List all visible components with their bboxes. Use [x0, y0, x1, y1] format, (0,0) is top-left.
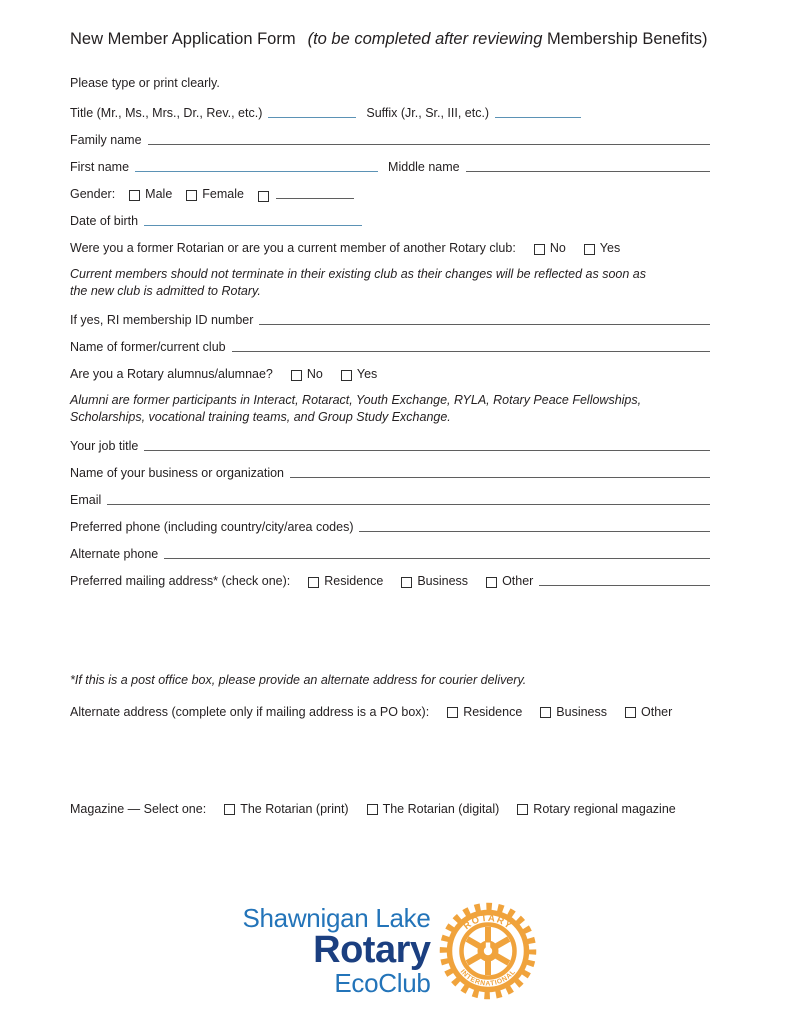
- email-line[interactable]: [107, 501, 710, 505]
- ri-id-line[interactable]: [259, 321, 710, 325]
- checkbox-rotarian-digital[interactable]: [367, 804, 378, 815]
- alt-business-label: Business: [556, 704, 608, 719]
- alternate-phone-label: Alternate phone: [70, 547, 159, 561]
- checkbox-rotary-regional[interactable]: [517, 804, 528, 815]
- magazine-regional-label: Rotary regional magazine: [533, 801, 676, 816]
- suffix-field-line[interactable]: [495, 114, 581, 118]
- alumnus-label: Are you a Rotary alumnus/alumnae?: [70, 367, 273, 381]
- first-name-label: First name: [70, 160, 130, 174]
- gender-male-label: Male: [145, 187, 173, 201]
- former-no-label: No: [549, 241, 566, 255]
- first-name-line[interactable]: [135, 168, 378, 172]
- checkbox-alumnus-no[interactable]: [291, 370, 302, 381]
- gender-label: Gender:: [70, 187, 116, 201]
- middle-name-label: Middle name: [388, 160, 460, 174]
- checkbox-former-yes[interactable]: [584, 244, 595, 255]
- gender-female-label: Female: [202, 187, 244, 201]
- job-title-row: [70, 437, 710, 454]
- mailing-residence-label: Residence: [324, 574, 384, 588]
- family-name-line[interactable]: [148, 141, 710, 145]
- mailing-other-label: Other: [502, 574, 534, 588]
- former-club-line[interactable]: [232, 348, 710, 352]
- magazine-row: [70, 800, 710, 817]
- former-rotarian-label: Were you a former Rotarian or are you a current member of another Rotary club:: [70, 241, 516, 255]
- checkbox-mailing-other[interactable]: [486, 577, 497, 588]
- page-title-main: New Member Application Form: [70, 30, 296, 48]
- magazine-label: Magazine — Select one:: [70, 801, 207, 816]
- logo-club-location: Shawnigan Lake: [242, 902, 431, 933]
- gender-row: [70, 185, 710, 202]
- checkbox-former-no[interactable]: [534, 244, 545, 255]
- mailing-business-label: Business: [417, 574, 469, 588]
- page-title-note-regular: Membership Benefits): [542, 30, 708, 48]
- checkbox-mailing-residence[interactable]: [308, 577, 319, 588]
- title-field-line[interactable]: [268, 114, 356, 118]
- alternate-address-write-space: [70, 730, 710, 800]
- ri-id-row: [70, 311, 710, 328]
- logo-club-type: EcoClub: [334, 967, 431, 998]
- current-members-note: Current members should not terminate in their existing club as their changes will be reflected as soon as the new club is admitted to Rotary.: [70, 267, 646, 298]
- dob-label: Date of birth: [70, 214, 139, 228]
- former-club-label: Name of former/current club: [70, 340, 226, 354]
- email-label: Email: [70, 493, 102, 507]
- checkbox-mailing-business[interactable]: [401, 577, 412, 588]
- alumnus-yes-label: Yes: [356, 367, 378, 381]
- mailing-address-label: Preferred mailing address* (check one):: [70, 574, 291, 588]
- email-row: [70, 491, 710, 508]
- former-yes-label: Yes: [599, 241, 621, 255]
- magazine-print-label: The Rotarian (print): [240, 801, 349, 816]
- mailing-address-write-space: [70, 599, 710, 670]
- family-name-row: [70, 131, 710, 148]
- title-suffix-row: [70, 104, 710, 121]
- checkbox-rotarian-print[interactable]: [224, 804, 235, 815]
- wheel-text-top: ROTARY: [461, 912, 514, 932]
- magazine-digital-label: The Rotarian (digital): [382, 801, 500, 816]
- alumnus-row: [70, 365, 710, 382]
- po-box-note: *If this is a post office box, please provide an alternate address for courier delivery.: [70, 673, 527, 687]
- family-name-label: Family name: [70, 133, 142, 147]
- business-row: [70, 464, 710, 481]
- preferred-phone-row: [70, 518, 710, 535]
- alternate-phone-row: [70, 545, 710, 562]
- alt-other-label: Other: [641, 704, 673, 719]
- alternate-phone-line[interactable]: [164, 555, 710, 559]
- alumni-note: Alumni are former participants in Interact, Rotaract, Youth Exchange, RYLA, Rotary Peace Fellowships, Scholarships, vocational training teams, and Group Study Exchange.: [70, 393, 642, 424]
- alternate-address-row: [70, 703, 710, 720]
- mailing-address-row: [70, 572, 710, 589]
- ri-id-label: If yes, RI membership ID number: [70, 313, 254, 327]
- rotary-wheel-icon: [438, 901, 538, 1001]
- instruction-text: Please type or print clearly.: [70, 76, 220, 90]
- title-field-label: Title (Mr., Ms., Mrs., Dr., Rev., etc.): [70, 106, 263, 120]
- former-rotarian-row: [70, 239, 710, 256]
- logo-text: [242, 904, 430, 998]
- page-title-note-italic: (to be completed after reviewing: [307, 30, 543, 48]
- checkbox-alumnus-yes[interactable]: [341, 370, 352, 381]
- dob-row: [70, 212, 710, 229]
- middle-name-line[interactable]: [466, 168, 710, 172]
- alternate-address-label: Alternate address (complete only if mailing address is a PO box):: [70, 704, 430, 719]
- mailing-other-line[interactable]: [539, 582, 710, 586]
- business-line[interactable]: [290, 474, 710, 478]
- page-title: [70, 30, 710, 49]
- dob-line[interactable]: [144, 222, 362, 226]
- logo-rotary-wordmark: Rotary: [313, 928, 431, 971]
- preferred-phone-line[interactable]: [359, 528, 710, 532]
- first-middle-name-row: [70, 158, 710, 175]
- gender-other-line[interactable]: [276, 195, 354, 199]
- business-label: Name of your business or organization: [70, 466, 285, 480]
- suffix-field-label: Suffix (Jr., Sr., III, etc.): [366, 106, 490, 120]
- former-club-row: [70, 338, 710, 355]
- checkbox-alt-other[interactable]: [625, 707, 636, 718]
- checkbox-gender-other[interactable]: [258, 191, 269, 202]
- alt-residence-label: Residence: [463, 704, 523, 719]
- wheel-text-bottom: INTERNATIONAL: [458, 967, 517, 988]
- job-title-line[interactable]: [144, 447, 710, 451]
- alumnus-no-label: No: [306, 367, 323, 381]
- checkbox-alt-business[interactable]: [540, 707, 551, 718]
- job-title-label: Your job title: [70, 439, 139, 453]
- checkbox-male[interactable]: [129, 190, 140, 201]
- checkbox-female[interactable]: [186, 190, 197, 201]
- checkbox-alt-residence[interactable]: [447, 707, 458, 718]
- rotary-club-logo: [70, 901, 710, 1001]
- preferred-phone-label: Preferred phone (including country/city/area codes): [70, 520, 354, 534]
